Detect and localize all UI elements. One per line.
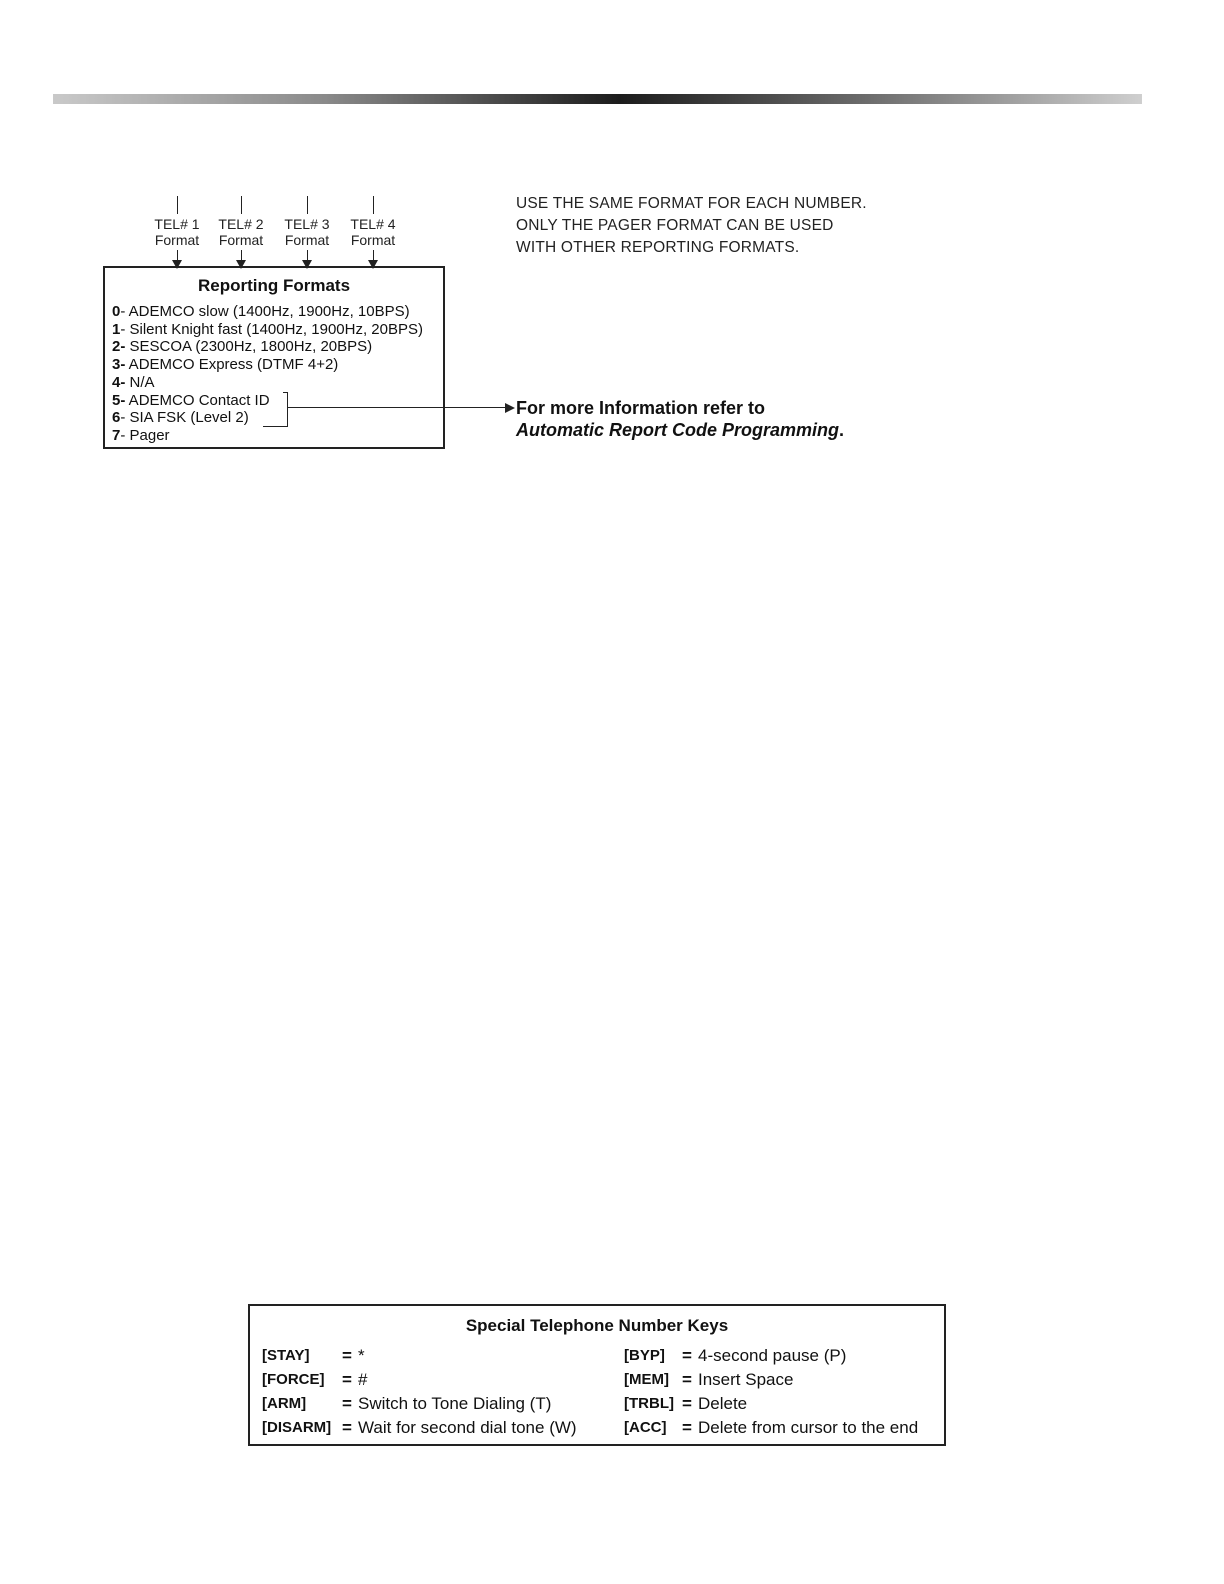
special-keys-title: Special Telephone Number Keys	[465, 1316, 729, 1335]
format-item: 0- ADEMCO slow (1400Hz, 1900Hz, 10BPS)	[112, 303, 410, 320]
key-label: [STAY]	[262, 1347, 310, 1364]
arrow-right-icon	[505, 403, 515, 413]
tel-label: TEL# 2	[218, 216, 264, 232]
tel-sub-label: Format	[154, 232, 200, 248]
key-label: [ARM]	[262, 1395, 307, 1412]
key-label: [FORCE]	[262, 1371, 325, 1388]
tel-sub-label: Format	[350, 232, 396, 248]
format-item: 3- ADEMCO Express (DTMF 4+2)	[112, 356, 339, 374]
key-value: 4-second pause (P)	[698, 1346, 847, 1365]
note-line: WITH OTHER REPORTING FORMATS.	[516, 239, 800, 256]
tel-sub-label: Format	[284, 232, 330, 248]
tel-label: TEL# 3	[284, 216, 330, 232]
key-label: [DISARM]	[262, 1419, 332, 1436]
special-keys-box: Special Telephone Number Keys [STAY] = * [FORCE] = # [ARM] = Switch to Tone Dialing (T) [DISARM] = Wait for second dial tone (W) [BYP] = 4-second pause (P) [MEM] = Insert Space [TRBL] = Delete [ACC] = Delete from cursor to the end	[248, 1304, 946, 1446]
key-label: [MEM]	[624, 1371, 669, 1388]
tel-format-column-2	[206, 196, 276, 269]
key-label: [ACC]	[624, 1419, 667, 1436]
key-value: Insert Space	[698, 1370, 794, 1389]
header-rule	[53, 94, 1142, 104]
tel-label: TEL# 4	[350, 216, 396, 232]
reporting-formats-box	[103, 266, 445, 449]
contact-id-sia-bracket	[287, 392, 288, 427]
key-value: Wait for second dial tone (W)	[358, 1418, 577, 1437]
key-label: [TRBL]	[624, 1395, 674, 1412]
reporting-formats-title: Reporting Formats	[197, 276, 351, 295]
key-value: Switch to Tone Dialing (T)	[358, 1394, 552, 1413]
tel-label: TEL# 1	[154, 216, 200, 232]
tel-format-column-1	[142, 196, 212, 269]
reference-connector-line	[287, 407, 508, 408]
format-item: 1- Silent Knight fast (1400Hz, 1900Hz, 20BPS)	[112, 320, 424, 338]
note-line: USE THE SAME FORMAT FOR EACH NUMBER.	[516, 195, 867, 212]
key-label: [BYP]	[624, 1347, 665, 1364]
format-note	[516, 193, 867, 259]
format-item: 2- SESCOA (2300Hz, 1800Hz, 20BPS)	[112, 338, 373, 356]
key-value: #	[358, 1370, 368, 1389]
tel-format-column-4	[338, 196, 408, 269]
format-item: 4- N/A	[112, 373, 155, 391]
reference-line-1: For more Information refer to	[516, 398, 766, 418]
format-item: 7- Pager	[112, 426, 170, 444]
format-item: 6- SIA FSK (Level 2)	[112, 409, 249, 427]
reporting-formats-list	[112, 303, 423, 445]
key-value: Delete from cursor to the end	[698, 1418, 919, 1437]
note-line: ONLY THE PAGER FORMAT CAN BE USED	[516, 217, 834, 234]
key-value: *	[358, 1346, 365, 1365]
reference-section-link: Automatic Report Code Programming	[516, 420, 840, 440]
tel-sub-label: Format	[218, 232, 264, 248]
format-item: 5- ADEMCO Contact ID	[112, 391, 270, 409]
tel-format-column-3	[272, 196, 342, 269]
key-value: Delete	[698, 1394, 748, 1413]
reference-note: For more Information refer to Automatic Report Code Programming.	[516, 398, 845, 440]
